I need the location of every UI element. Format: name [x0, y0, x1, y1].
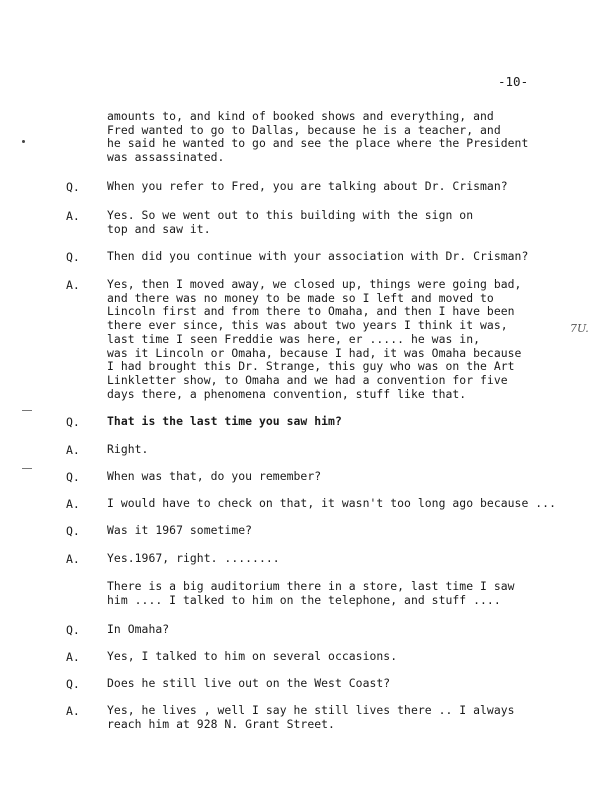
- block-text: In Omaha?: [107, 622, 170, 636]
- block-text: amounts to, and kind of booked shows and everything, and Fred wanted to go to Dallas, because he is a teacher, and he said he wanted to go and see the place where the President was assassinated.: [107, 109, 529, 165]
- block-text: When you refer to Fred, you are talking about Dr. Crisman?: [107, 179, 508, 193]
- block-text: There is a big auditorium there in a store, last time I saw him .... I talked to him on the telephone, and stuff ....: [107, 579, 515, 607]
- block-text: Does he still live out on the West Coast?: [107, 676, 391, 690]
- block-text: When was that, do you remember?: [107, 469, 322, 483]
- speaker-label: Q.: [66, 623, 80, 637]
- speaker-label: A.: [66, 278, 80, 292]
- block-text: Yes, I talked to him on several occasions.: [107, 649, 398, 663]
- block-text: Yes.1967, right. ........: [107, 551, 280, 565]
- speaker-label: A.: [66, 209, 80, 223]
- block-text: Then did you continue with your association with Dr. Crisman?: [107, 249, 529, 263]
- speaker-label: A.: [66, 704, 80, 718]
- page-number: -10-: [498, 74, 529, 89]
- speaker-label: Q.: [66, 180, 80, 194]
- speaker-label: Q.: [66, 524, 80, 538]
- speaker-label: A.: [66, 443, 80, 457]
- margin-note: 7U.: [570, 322, 589, 335]
- block-text: That is the last time you saw him?: [107, 414, 342, 428]
- speaker-label: Q.: [66, 470, 80, 484]
- speaker-label: Q.: [66, 415, 80, 429]
- speaker-label: A.: [66, 650, 80, 664]
- speaker-label: Q.: [66, 677, 80, 691]
- block-text: I would have to check on that, it wasn't too long ago because ...: [107, 496, 557, 510]
- speaker-label: A.: [66, 497, 80, 511]
- block-text: Yes, then I moved away, we closed up, things were going bad, and there was no money to be made so I left and moved to Lincoln first and from there to Omaha, and then I have been there ever since, this was about two years I think it was, last time I seen Freddie was here, er ..... he was in, was it Lincoln or Omaha, because I had, it was Omaha because I had brought this Dr. Strange, this guy who was on the Art Linkletter show, to Omaha and we had a convention for five days there, a phenomena convention, stuff like that.: [107, 277, 522, 401]
- block-text: Yes, he lives , well I say he still lives there .. I always reach him at 928 N. Grant Street.: [107, 703, 515, 731]
- block-text: Right.: [107, 442, 149, 456]
- block-text: Was it 1967 sometime?: [107, 523, 253, 537]
- speaker-label: Q.: [66, 250, 80, 264]
- block-text: Yes. So we went out to this building with the sign on top and saw it.: [107, 208, 474, 236]
- speaker-label: A.: [66, 552, 80, 566]
